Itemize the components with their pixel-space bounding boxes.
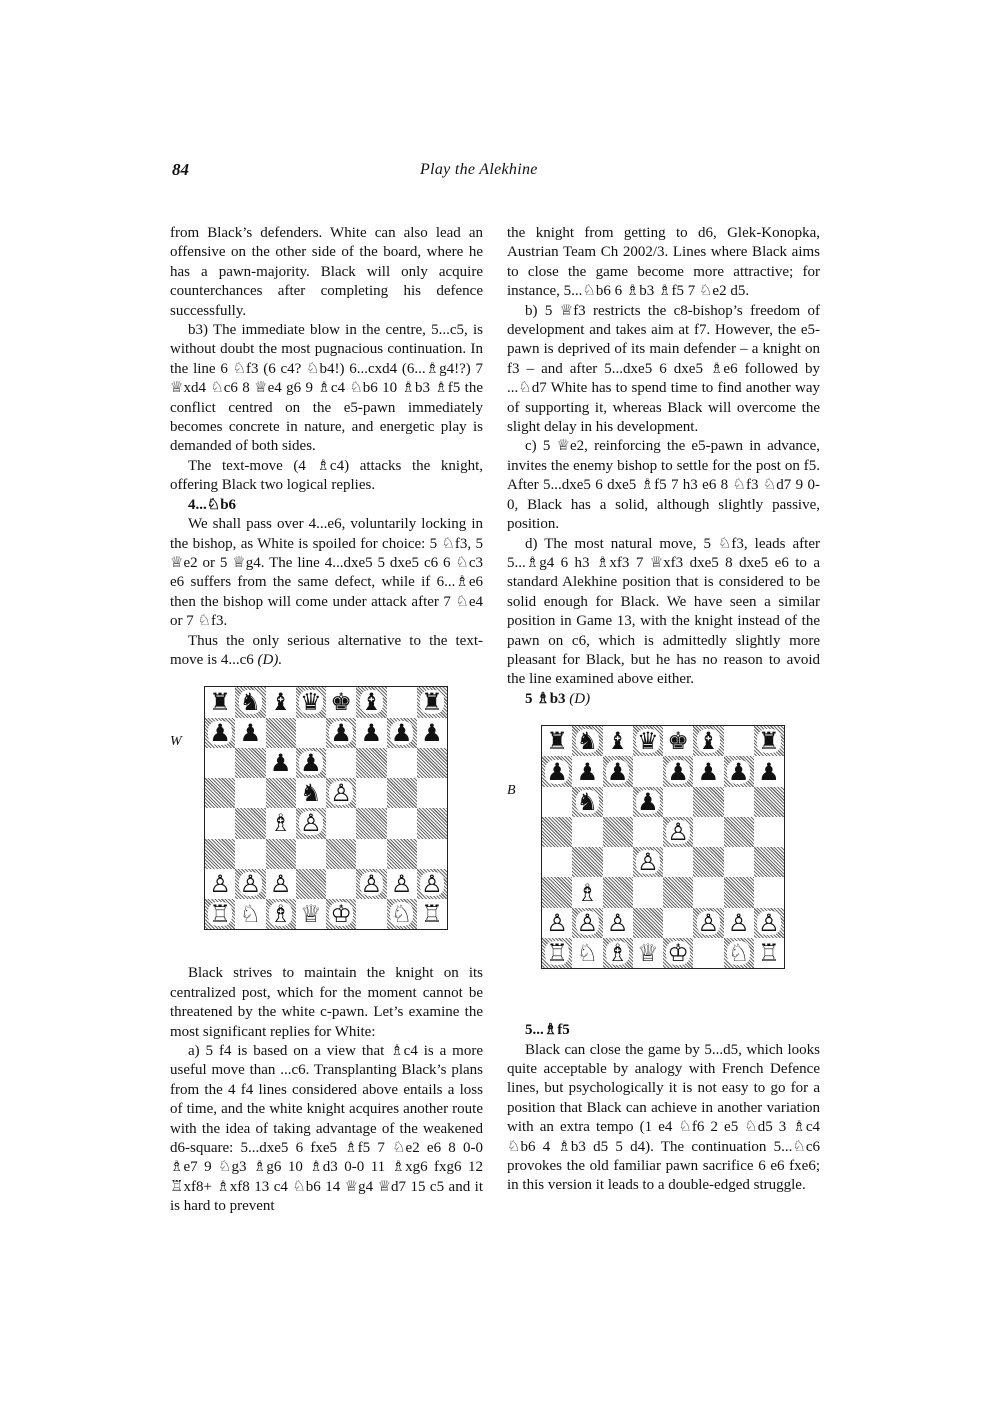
board-square — [266, 718, 296, 748]
black-pawn-icon: ♟ — [209, 718, 231, 747]
white-knight-icon: ♘ — [727, 939, 750, 968]
board-square — [572, 787, 602, 817]
white-knight-icon: ♘ — [576, 939, 599, 968]
board-square — [572, 817, 602, 847]
black-knight-icon: ♞ — [576, 787, 599, 816]
board-square — [572, 877, 602, 907]
board-square — [387, 718, 417, 748]
black-bishop-icon: ♝ — [269, 688, 292, 717]
board-square — [205, 869, 235, 899]
black-pawn-icon: ♟ — [360, 718, 383, 747]
diagram-ref: (D). — [257, 651, 283, 668]
black-rook-icon: ♜ — [421, 688, 443, 717]
board-square — [693, 726, 723, 756]
paragraph: c) 5 ♕e2, reinforcing the e5-pawn in advance, invites the enemy bishop to settle for the post on f5. After 5...dxe5 6 dxe5 ♗f5 7 h3 e6 8 ♘f3 ♘d7 9 0-0, Black has a solid, although slightly passive, position. — [507, 438, 820, 533]
board-square — [235, 778, 265, 808]
white-rook-icon: ♖ — [209, 900, 231, 929]
black-knight-icon: ♞ — [239, 688, 262, 717]
black-bishop-icon: ♝ — [360, 688, 383, 717]
board-square — [356, 839, 386, 869]
board-square — [693, 938, 723, 968]
board-square — [356, 748, 386, 778]
board-square — [542, 877, 572, 907]
board-square — [633, 908, 663, 938]
board-square — [417, 718, 447, 748]
board-square — [603, 877, 633, 907]
board-square — [356, 687, 386, 717]
move-heading-text: 5 ♗b3 — [525, 690, 570, 707]
board-square — [693, 817, 723, 847]
board-square — [417, 839, 447, 869]
paragraph: from Black’s defenders. White can also lead an offensive on the other side of the board, where he has a pawn-majority. Black will only acquire counterchances after completing his defence successfully. — [170, 225, 483, 319]
board-square — [663, 756, 693, 786]
board-square — [266, 687, 296, 717]
black-pawn-icon: ♟ — [667, 757, 689, 786]
paragraph: a) 5 f4 is based on a view that ♗c4 is a more useful move than ...c6. Transplanting Black’s plans from the 4 f4 lines considered above entails a loss of time, and the white knight acquires another route with the idea of taking advantage of the weakened d6-square: 5...dxe5 6 fxe5 ♗f5 7 ♘e2 e6 8 0-0 ♗e7 9 ♘g3 ♗g6 10 ♗d3 0-0 11 ♗xg6 fxg6 12 ♖xf8+ ♗xf8 13 c4 ♘b6 14 ♕g4 ♕d7 15 c5 and it is hard to prevent — [170, 1042, 483, 1215]
diagram-ref: (D) — [569, 690, 591, 707]
board-square — [754, 726, 784, 756]
board-square — [693, 877, 723, 907]
board-square — [633, 938, 663, 968]
board-square — [693, 908, 723, 938]
board-square — [387, 869, 417, 899]
board-square — [603, 847, 633, 877]
board-square — [235, 687, 265, 717]
paragraph: d) The most natural move, 5 ♘f3, leads after 5...♗g4 6 h3 ♗xf3 7 ♕xf3 dxe5 8 dxe5 e6 to a standard Alekhine position that is considered to be solid enough for Black. We have seen a similar position in Game 13, with the knight instead of the pawn on c6, which is admittedly slightly more pleasant for Black, but he has no reason to avoid the line examined above either. — [507, 535, 820, 688]
board-square — [754, 938, 784, 968]
board-square — [356, 869, 386, 899]
white-pawn-icon: ♙ — [637, 848, 659, 877]
board-square — [724, 877, 754, 907]
board-square — [754, 847, 784, 877]
board-square — [326, 748, 356, 778]
chess-board — [541, 725, 785, 969]
move-heading: 4...♘b6 — [188, 496, 237, 513]
board-square — [663, 847, 693, 877]
board-square — [266, 748, 296, 778]
black-rook-icon: ♜ — [758, 727, 780, 756]
board-square — [663, 726, 693, 756]
board-square — [235, 808, 265, 838]
side-to-move-label: B — [507, 783, 516, 799]
black-pawn-icon: ♟ — [330, 718, 352, 747]
board-square — [542, 756, 572, 786]
board-square — [693, 756, 723, 786]
board-square — [603, 817, 633, 847]
board-square — [633, 877, 663, 907]
board-square — [356, 778, 386, 808]
right-column — [507, 224, 820, 1196]
board-square — [633, 726, 663, 756]
paragraph: We shall pass over 4...e6, voluntarily locking in the bishop, as White is spoiled for choice: 5 ♘f3, 5 ♕e2 or 5 ♕g4. The line 4...dxe5 5 dxe5 c6 6 ♘c3 e6 suffers from the same defect, while if 6...♗e6 then the bishop will come under attack after 7 ♘e4 or 7 ♘f3. — [170, 516, 483, 630]
board-square — [417, 899, 447, 929]
white-pawn-icon: ♙ — [727, 908, 750, 937]
board-square — [266, 869, 296, 899]
board-square — [296, 899, 326, 929]
paragraph: Black can close the game by 5...d5, which looks quite acceptable by analogy with French Defence lines, but psychologically it is not easy to go for a position that Black can achieve in another variation with an extra tempo (1 e4 ♘f6 2 e5 ♘d5 3 ♗c4 ♘b6 4 ♗b3 d5 5 d4). The continuation 5...♘c6 provokes the old familiar pawn sacrifice 6 e6 fxe6; in this version it leads to a double-edged struggle. — [507, 1041, 820, 1194]
paragraph: b) 5 ♕f3 restricts the c8-bishop’s freedom of development and takes aim at f7. However, the e5-pawn is deprived of its main defender – a knight on f3 – and after 5...dxe5 6 dxe5 ♗e6 followed by ...♘d7 White has to spend time to find another way of supporting it, whereas Black will overcome the slight delay in his development. — [507, 302, 820, 436]
board-square — [417, 869, 447, 899]
board-square — [572, 908, 602, 938]
board-square — [326, 778, 356, 808]
black-pawn-icon: ♟ — [390, 718, 413, 747]
white-queen-icon: ♕ — [637, 939, 659, 968]
paragraph: b3) The immediate blow in the centre, 5...c5, is without doubt the most pugnacious continuation. In the line 6 ♘f3 (6 c4? ♘b4!) 6...cxd4 (6...♗g4!?) 7 ♕xd4 ♘c6 8 ♕e4 g6 9 ♗c4 ♘b6 10 ♗b3 ♗f5 the conflict centred on the e5-pawn immediately becomes concrete in nature, and energetic play is demanded of both sides. — [170, 322, 483, 455]
white-bishop-icon: ♗ — [269, 809, 292, 838]
board-square — [387, 778, 417, 808]
paragraph — [170, 632, 483, 671]
board-square — [356, 899, 386, 929]
white-king-icon: ♔ — [330, 900, 352, 929]
board-square — [235, 869, 265, 899]
black-king-icon: ♚ — [667, 727, 689, 756]
board-square — [633, 787, 663, 817]
board-square — [754, 756, 784, 786]
white-pawn-icon: ♙ — [546, 908, 568, 937]
white-rook-icon: ♖ — [421, 900, 443, 929]
white-knight-icon: ♘ — [390, 900, 413, 929]
board-square — [603, 908, 633, 938]
white-pawn-icon: ♙ — [239, 869, 262, 898]
black-pawn-icon: ♟ — [421, 718, 443, 747]
black-pawn-icon: ♟ — [758, 757, 780, 786]
move-heading — [507, 690, 820, 709]
white-pawn-icon: ♙ — [758, 908, 780, 937]
board-square — [603, 787, 633, 817]
board-square — [205, 748, 235, 778]
board-square — [724, 817, 754, 847]
black-pawn-icon: ♟ — [300, 748, 322, 777]
board-square — [603, 938, 633, 968]
paragraph-text: Thus the only serious alternative to the text-move is 4...c6 — [170, 632, 483, 668]
board-square — [326, 839, 356, 869]
board-square — [693, 787, 723, 817]
board-square — [326, 718, 356, 748]
board-square — [724, 787, 754, 817]
board-square — [296, 718, 326, 748]
board-square — [633, 817, 663, 847]
black-pawn-icon: ♟ — [637, 787, 659, 816]
board-square — [296, 869, 326, 899]
board-square — [754, 787, 784, 817]
board-square — [205, 687, 235, 717]
board-square — [205, 839, 235, 869]
board-square — [542, 938, 572, 968]
paragraph: the knight from getting to d6, Glek-Konopka, Austrian Team Ch 2002/3. Lines where Black aims to close the game become more attractive; for instance, 5...♘b6 6 ♗b3 ♗f5 7 ♘e2 d5. — [507, 225, 820, 300]
white-knight-icon: ♘ — [239, 900, 262, 929]
black-pawn-icon: ♟ — [269, 748, 292, 777]
white-pawn-icon: ♙ — [209, 869, 231, 898]
black-knight-icon: ♞ — [576, 727, 599, 756]
black-knight-icon: ♞ — [300, 779, 322, 808]
board-square — [724, 908, 754, 938]
board-square — [205, 808, 235, 838]
board-square — [205, 899, 235, 929]
paragraph: The text-move (4 ♗c4) attacks the knight, offering Black two logical replies. — [170, 457, 483, 494]
board-square — [205, 778, 235, 808]
side-to-move-label: W — [170, 734, 182, 750]
black-king-icon: ♚ — [330, 688, 352, 717]
paragraph: Black strives to maintain the knight on its centralized post, which for the moment cannot be threatened by the white c-pawn. Let’s examine the most significant replies for White: — [170, 965, 483, 1040]
black-pawn-icon: ♟ — [697, 757, 720, 786]
board-square — [235, 839, 265, 869]
board-square — [266, 839, 296, 869]
white-pawn-icon: ♙ — [576, 908, 599, 937]
board-square — [417, 778, 447, 808]
black-rook-icon: ♜ — [209, 688, 231, 717]
white-bishop-icon: ♗ — [606, 939, 629, 968]
black-pawn-icon: ♟ — [576, 757, 599, 786]
board-square — [235, 748, 265, 778]
white-rook-icon: ♖ — [546, 939, 568, 968]
black-bishop-icon: ♝ — [606, 727, 629, 756]
white-bishop-icon: ♗ — [269, 900, 292, 929]
board-square — [663, 787, 693, 817]
page-number: 84 — [172, 160, 189, 179]
board-square — [633, 847, 663, 877]
board-square — [572, 726, 602, 756]
board-square — [205, 718, 235, 748]
board-square — [387, 687, 417, 717]
white-king-icon: ♔ — [667, 939, 689, 968]
board-square — [542, 817, 572, 847]
white-pawn-icon: ♙ — [390, 869, 413, 898]
board-square — [542, 787, 572, 817]
board-square — [572, 938, 602, 968]
board-square — [326, 899, 356, 929]
board-square — [387, 748, 417, 778]
board-square — [663, 908, 693, 938]
board-square — [296, 808, 326, 838]
board-square — [235, 718, 265, 748]
board-square — [724, 726, 754, 756]
board-square — [603, 726, 633, 756]
board-square — [572, 756, 602, 786]
board-square — [663, 877, 693, 907]
board-square — [724, 938, 754, 968]
white-pawn-icon: ♙ — [667, 818, 689, 847]
board-square — [296, 839, 326, 869]
white-rook-icon: ♖ — [758, 939, 780, 968]
diagram-2 — [507, 709, 820, 1021]
board-square — [754, 908, 784, 938]
board-square — [296, 687, 326, 717]
board-square — [663, 817, 693, 847]
running-title: Play the Alekhine — [420, 161, 538, 178]
white-pawn-icon: ♙ — [269, 869, 292, 898]
board-square — [235, 899, 265, 929]
black-pawn-icon: ♟ — [546, 757, 568, 786]
board-square — [356, 718, 386, 748]
board-square — [356, 808, 386, 838]
board-square — [296, 748, 326, 778]
diagram-1 — [170, 670, 483, 964]
board-square — [542, 908, 572, 938]
black-rook-icon: ♜ — [546, 727, 568, 756]
white-pawn-icon: ♙ — [360, 869, 383, 898]
chess-board — [204, 686, 448, 930]
board-square — [724, 847, 754, 877]
board-square — [754, 817, 784, 847]
white-pawn-icon: ♙ — [421, 869, 443, 898]
board-square — [754, 877, 784, 907]
board-square — [387, 839, 417, 869]
black-pawn-icon: ♟ — [239, 718, 262, 747]
board-square — [387, 899, 417, 929]
board-square — [296, 778, 326, 808]
board-square — [693, 847, 723, 877]
move-heading: 5...♗f5 — [525, 1022, 570, 1039]
board-square — [326, 687, 356, 717]
board-square — [603, 756, 633, 786]
black-queen-icon: ♛ — [637, 727, 659, 756]
board-square — [266, 808, 296, 838]
board-square — [387, 808, 417, 838]
white-pawn-icon: ♙ — [330, 779, 352, 808]
board-square — [266, 899, 296, 929]
black-queen-icon: ♛ — [300, 688, 322, 717]
black-pawn-icon: ♟ — [606, 757, 629, 786]
white-pawn-icon: ♙ — [697, 908, 720, 937]
board-square — [572, 847, 602, 877]
board-square — [417, 748, 447, 778]
board-square — [266, 778, 296, 808]
white-pawn-icon: ♙ — [606, 908, 629, 937]
white-pawn-icon: ♙ — [300, 809, 322, 838]
board-square — [417, 687, 447, 717]
board-square — [542, 847, 572, 877]
black-pawn-icon: ♟ — [727, 757, 750, 786]
board-square — [326, 869, 356, 899]
board-square — [663, 938, 693, 968]
board-square — [724, 756, 754, 786]
black-bishop-icon: ♝ — [697, 727, 720, 756]
white-queen-icon: ♕ — [300, 900, 322, 929]
white-bishop-icon: ♗ — [576, 878, 599, 907]
board-square — [417, 808, 447, 838]
board-square — [542, 726, 572, 756]
board-square — [633, 756, 663, 786]
board-square — [326, 808, 356, 838]
left-column — [170, 224, 483, 1217]
